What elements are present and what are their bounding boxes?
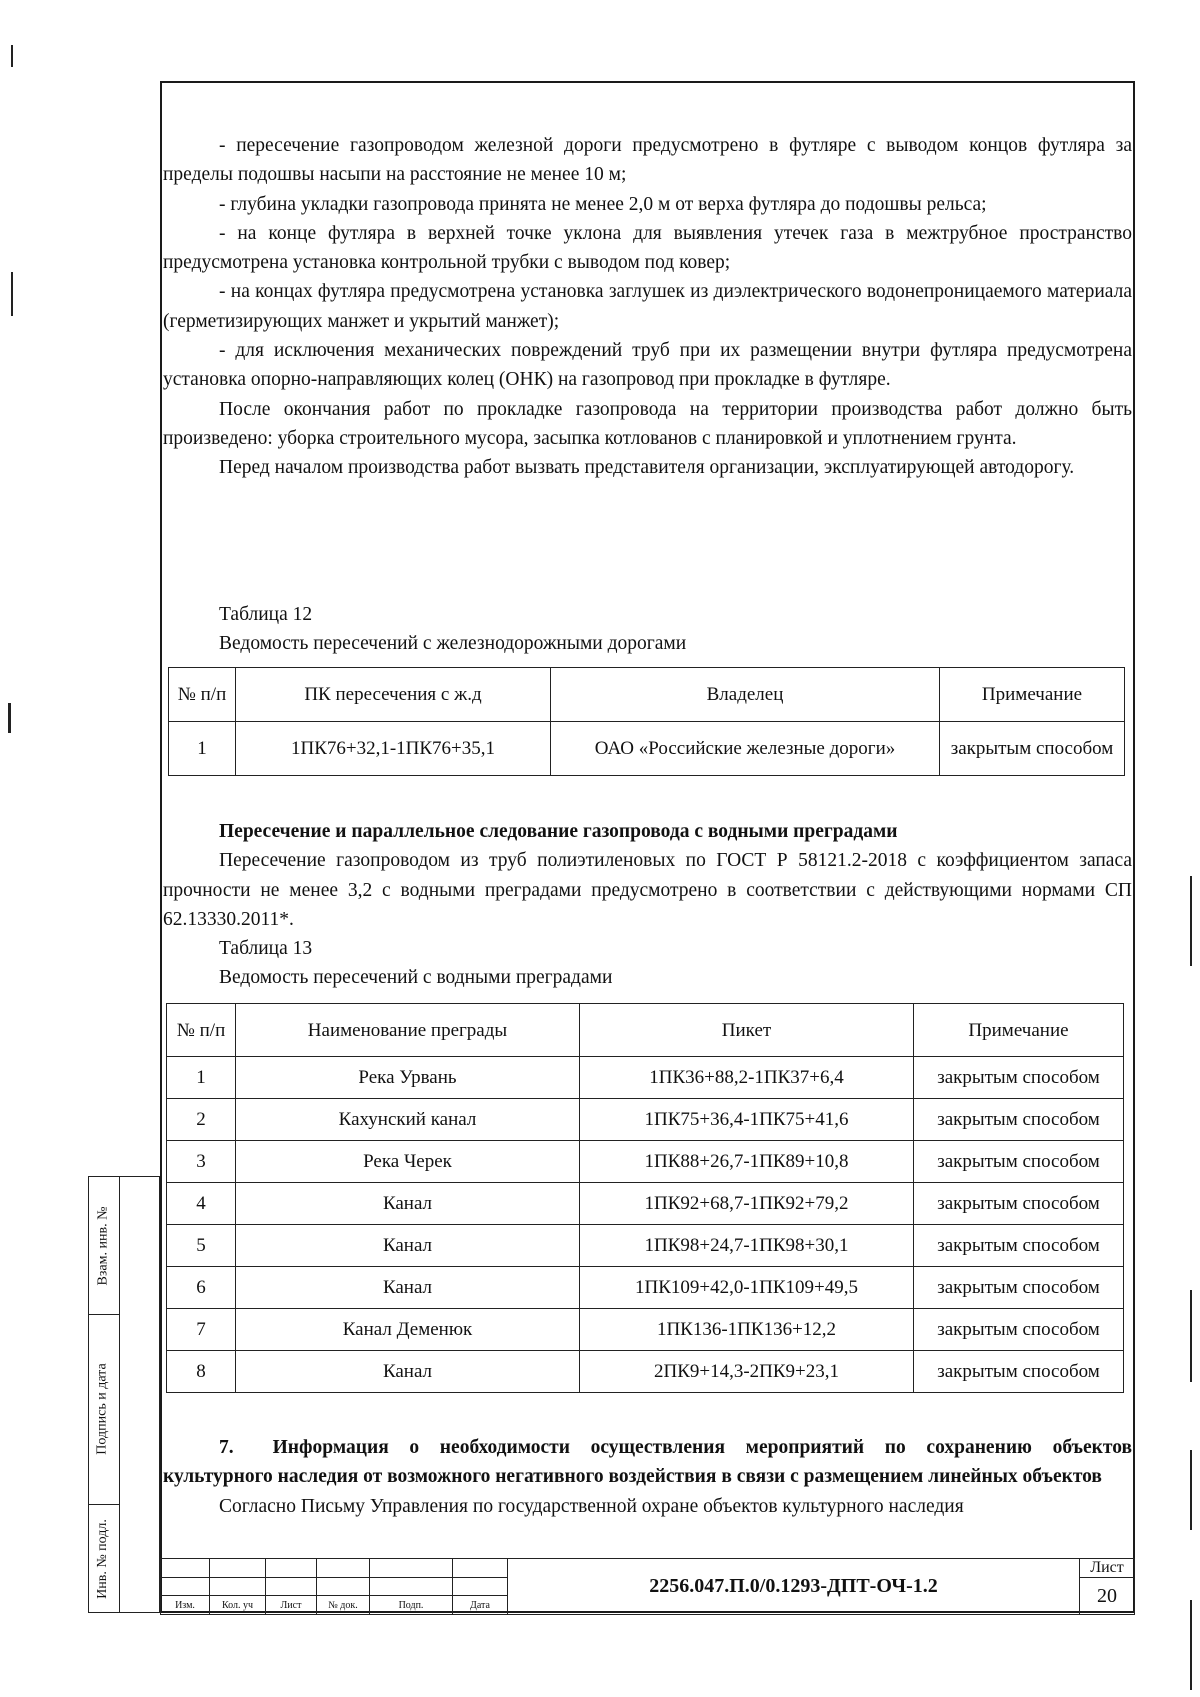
section-title: 7. Информация о необходимости осуществления мероприятий по сохранению объектов культурного наследия от возможного негативного воздействия в связи с размещением линейных объектов [163,1437,1132,1488]
cell: Кахунский канал [236,1099,580,1141]
cell: 8 [167,1351,236,1393]
paragraph: - на концах футляра предусмотрена установка заглушек из диэлектрического водонепроницаемого материала (герметизирующих манжет и укрытий манжет); [163,281,1132,332]
table-row [167,1099,1124,1141]
table-row [167,1183,1124,1225]
cell: закрытым способом [914,1057,1124,1099]
cell: Канал [236,1267,580,1309]
cell: закрытым способом [914,1267,1124,1309]
cell: закрытым способом [940,722,1125,776]
table-row [167,1057,1124,1099]
table12 [168,667,1125,776]
stamp-col-label: № док. [317,1596,370,1615]
sheet-number: 20 [1080,1578,1135,1615]
paragraph: Пересечение газопроводом из труб полиэтиленовых по ГОСТ Р 58121.2-2018 с коэффициентом запаса прочности не менее 3,2 с водными преградами предусмотрено в соответствии с действующими нормами СП 62.13330.2011*. [163,850,1132,930]
table-row [167,1309,1124,1351]
title-stamp [160,1558,1135,1613]
table-row [167,1225,1124,1267]
cell: 1ПК36+88,2-1ПК37+6,4 [580,1057,914,1099]
header-cell: Наименование преграды [236,1004,580,1057]
paragraph: - для исключения механических повреждений труб при их размещении внутри футляра предусмотрена установка опорно-направляющих колец (ОНК) на газопровод при прокладке в футляре. [163,340,1132,391]
cell: закрытым способом [914,1099,1124,1141]
scan-mark [1190,1600,1192,1690]
table-number: Таблица 12 [219,604,313,625]
cell: 2 [167,1099,236,1141]
side-label-sign: Подпись и дата [95,1363,111,1455]
section7 [163,1433,1132,1521]
table-row [167,1351,1124,1393]
sheet-label: Лист [1080,1559,1135,1578]
stamp-col-label: Дата [453,1596,508,1615]
side-label-swap: Взам. инв. № [95,1206,110,1285]
side-label-inv: Инв. № подл. [95,1519,110,1599]
cell: 1ПК136-1ПК136+12,2 [580,1309,914,1351]
side-strip [88,1176,160,1613]
scan-mark [11,45,13,67]
header-cell: Пикет [580,1004,914,1057]
cell: 1 [169,722,236,776]
header-cell: Владелец [551,668,940,722]
stamp-col-label: Лист [266,1596,317,1615]
scan-mark [11,272,13,316]
header-cell: Примечание [914,1004,1124,1057]
table-row [167,1141,1124,1183]
table-caption: Ведомость пересечений с водными преградами [219,967,613,989]
cell: 1ПК75+36,4-1ПК75+41,6 [580,1099,914,1141]
table-row [167,1267,1124,1309]
cell: Канал [236,1225,580,1267]
cell: 4 [167,1183,236,1225]
table-caption: Ведомость пересечений с железнодорожными дорогами [219,633,687,655]
cell: 3 [167,1141,236,1183]
cell: Канал [236,1351,580,1393]
paragraph: - пересечение газопроводом железной дороги предусмотрено в футляре с выводом концов футляра за пределы подошвы насыпи на расстояние не менее 10 м; [163,135,1132,186]
table13 [166,1003,1124,1393]
cell: 1ПК109+42,0-1ПК109+49,5 [580,1267,914,1309]
cell: закрытым способом [914,1351,1124,1393]
cell: закрытым способом [914,1309,1124,1351]
document-code: 2256.047.П.0/0.1293-ДПТ-ОЧ-1.2 [508,1559,1080,1615]
stamp-col-label: Подп. [370,1596,453,1615]
cell: закрытым способом [914,1141,1124,1183]
cell: Река Урвань [236,1057,580,1099]
paragraph: - глубина укладки газопровода принята не менее 2,0 м от верха футляра до подошвы рельса; [219,193,987,215]
cell: закрытым способом [914,1225,1124,1267]
cell: 1ПК92+68,7-1ПК92+79,2 [580,1183,914,1225]
paragraph: После окончания работ по прокладке газопровода на территории производства работ должно быть произведено: уборка строительного мусора, засыпка котлованов с планировкой и уплотнением грунта. [163,398,1132,449]
table12-title [163,600,1132,659]
header-cell: Примечание [940,668,1125,722]
cell: 7 [167,1309,236,1351]
table-row [169,722,1125,776]
cell: 1 [167,1057,236,1099]
cell: 1ПК88+26,7-1ПК89+10,8 [580,1141,914,1183]
cell: 1ПК98+24,7-1ПК98+30,1 [580,1225,914,1267]
header-cell: № п/п [167,1004,236,1057]
header-cell: ПК пересечения с ж.д [236,668,551,722]
paragraph: Согласно Письму Управления по государственной охране объектов культурного наследия [219,1495,964,1517]
scan-mark [1190,876,1192,966]
paragraph: Перед началом производства работ вызвать представителя организации, эксплуатирующей автодорогу. [219,457,1075,479]
cell: 1ПК76+32,1-1ПК76+35,1 [236,722,551,776]
stamp-col-label: Кол. уч [210,1596,266,1615]
section-heading: Пересечение и параллельное следование газопровода с водными преградами [219,821,898,842]
scan-mark [1190,1450,1192,1530]
cell: Канал [236,1183,580,1225]
paragraph: - на конце футляра в верхней точке уклона для выявления утечек газа в межтрубное пространство предусмотрена установка контрольной трубки с выводом под ковер; [163,222,1132,274]
cell: 5 [167,1225,236,1267]
water-section [163,817,1132,993]
stamp-col-label: Изм. [161,1596,210,1615]
scan-mark [8,703,11,733]
body-text [163,131,1132,483]
header-cell: № п/п [169,668,236,722]
scan-mark [1190,1290,1192,1382]
cell: ОАО «Российские железные дороги» [551,722,940,776]
cell: Канал Деменюк [236,1309,580,1351]
cell: Река Черек [236,1141,580,1183]
cell: 6 [167,1267,236,1309]
cell: закрытым способом [914,1183,1124,1225]
table-number: Таблица 13 [219,938,313,960]
side-strip-divider [119,1177,120,1612]
cell: 2ПК9+14,3-2ПК9+23,1 [580,1351,914,1393]
